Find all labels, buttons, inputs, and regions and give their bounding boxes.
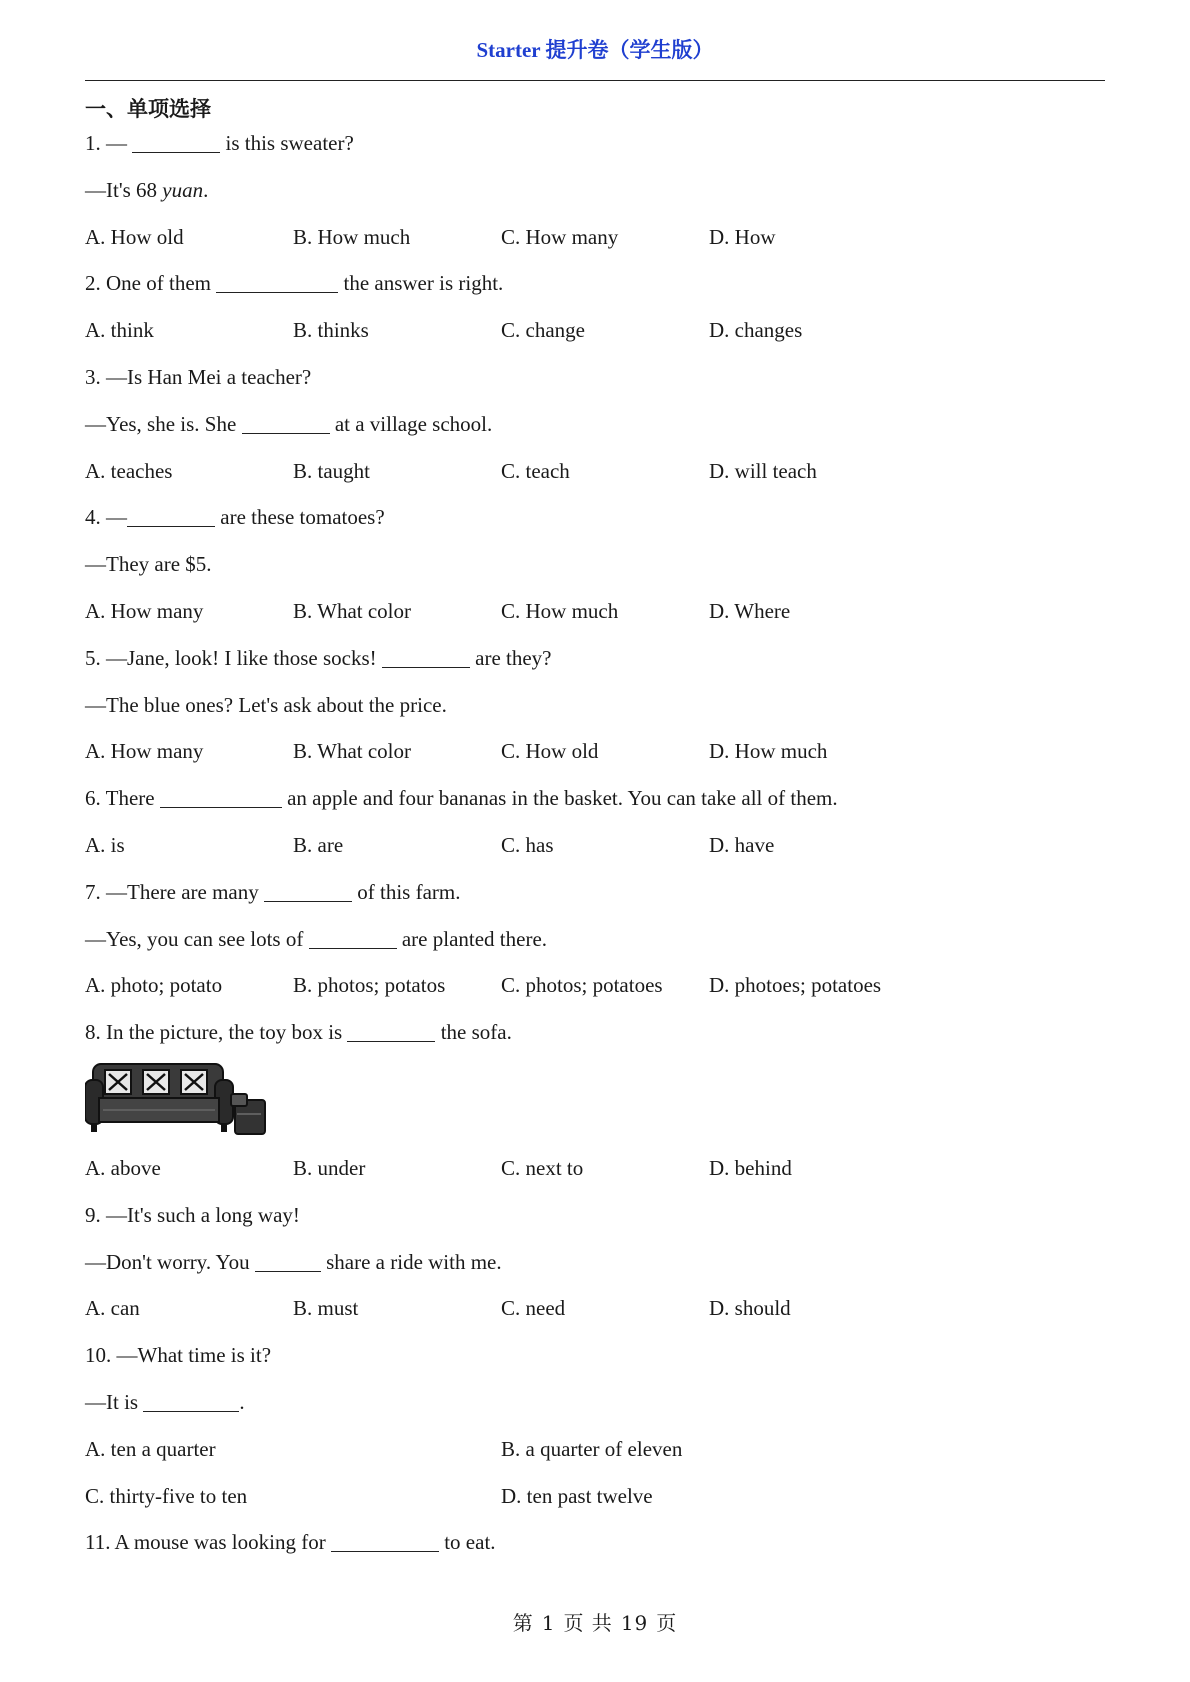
question-10-stem: 10. —What time is it? — [85, 1343, 272, 1368]
option-c[interactable]: C. teach — [501, 458, 570, 483]
option-b[interactable]: B. What color — [293, 598, 412, 623]
option-c[interactable]: C. change — [501, 318, 585, 343]
option-a[interactable]: A. How many — [85, 739, 204, 764]
question-10-reply: —It is . — [85, 1389, 245, 1414]
answer-blank[interactable] — [160, 787, 282, 808]
question-5-reply: —The blue ones? Let's ask about the price. — [85, 692, 447, 717]
option-a[interactable]: A. How many — [85, 598, 204, 623]
answer-blank[interactable] — [331, 1531, 439, 1552]
question-1-options — [85, 222, 1105, 253]
option-c[interactable]: C. has — [501, 832, 554, 857]
option-b[interactable]: B. thinks — [293, 318, 369, 343]
option-b[interactable]: B. must — [293, 1296, 359, 1321]
option-d[interactable]: D. Where — [709, 598, 791, 623]
option-b[interactable]: B. taught — [293, 458, 370, 483]
option-a[interactable]: A. teaches — [85, 458, 173, 483]
option-a[interactable]: A. is — [85, 832, 125, 857]
question-5-stem: 5. —Jane, look! I like those socks! are they? — [85, 645, 552, 670]
question-8-stem: 8. In the picture, the toy box is the sofa. — [85, 1020, 512, 1045]
question-4-reply: —They are $5. — [85, 552, 212, 577]
question-8-options — [85, 1153, 1105, 1184]
question-4-options — [85, 596, 1105, 627]
option-c[interactable]: C. How much — [501, 598, 619, 623]
answer-blank[interactable] — [132, 132, 220, 153]
question-4-stem: 4. — are these tomatoes? — [85, 505, 385, 530]
page-header-title: Starter 提升卷（学生版） — [476, 38, 714, 62]
option-c[interactable]: C. next to — [501, 1155, 584, 1180]
option-d[interactable]: D. will teach — [709, 458, 817, 483]
option-a[interactable]: A. above — [85, 1155, 161, 1180]
question-7-stem: 7. —There are many of this farm. — [85, 879, 461, 904]
answer-blank[interactable] — [255, 1251, 321, 1272]
answer-blank[interactable] — [382, 647, 470, 668]
option-a[interactable]: A. How old — [85, 224, 184, 249]
option-d[interactable]: D. changes — [709, 318, 803, 343]
option-d[interactable]: D. should — [709, 1296, 791, 1321]
option-d[interactable]: D. How — [709, 224, 776, 249]
question-1-reply: —It's 68 yuan. — [85, 177, 209, 202]
option-c[interactable]: C. thirty-five to ten — [85, 1483, 248, 1508]
option-b[interactable]: B. a quarter of eleven — [501, 1436, 683, 1461]
option-d[interactable]: D. behind — [709, 1155, 792, 1180]
question-10-options-row-2 — [85, 1481, 1105, 1512]
question-11-stem: 11. A mouse was looking for to eat. — [85, 1530, 496, 1555]
option-b[interactable]: B. What color — [293, 739, 412, 764]
question-10-options-row-1 — [85, 1434, 1105, 1465]
option-a[interactable]: A. think — [85, 318, 154, 343]
option-c[interactable]: C. photos; potatoes — [501, 973, 663, 998]
answer-blank[interactable] — [347, 1021, 435, 1042]
answer-blank[interactable] — [127, 506, 215, 527]
option-a[interactable]: A. can — [85, 1296, 140, 1321]
option-c[interactable]: C. How many — [501, 224, 619, 249]
answer-blank[interactable] — [143, 1391, 239, 1412]
current-page-number: 1 — [541, 1611, 556, 1635]
option-a[interactable]: A. photo; potato — [85, 973, 223, 998]
header-divider — [85, 80, 1105, 81]
answer-blank[interactable] — [216, 272, 338, 293]
question-2-options — [85, 315, 1105, 346]
question-9-reply: —Don't worry. You share a ride with me. — [85, 1249, 502, 1274]
question-3-reply: —Yes, she is. She at a village school. — [85, 411, 493, 436]
option-d[interactable]: D. have — [709, 832, 775, 857]
question-6-stem: 6. There an apple and four bananas in the basket. You can take all of them. — [85, 786, 838, 811]
question-7-options — [85, 970, 1105, 1001]
option-b[interactable]: B. How much — [293, 224, 411, 249]
question-5-options — [85, 736, 1105, 767]
question-3-stem: 3. —Is Han Mei a teacher? — [85, 364, 312, 389]
option-d[interactable]: D. photoes; potatoes — [709, 973, 882, 998]
question-3-options — [85, 456, 1105, 487]
option-d[interactable]: D. How much — [709, 739, 828, 764]
option-c[interactable]: C. How old — [501, 739, 599, 764]
document-body — [85, 90, 1105, 1574]
question-9-stem: 9. —It's such a long way! — [85, 1202, 300, 1227]
page-footer: 第 1 页 共 19 页 — [512, 1611, 678, 1635]
option-b[interactable]: B. photos; potatos — [293, 973, 446, 998]
question-2-stem: 2. One of them the answer is right. — [85, 271, 504, 296]
answer-blank[interactable] — [309, 928, 397, 949]
sofa-with-toy-box-illustration — [85, 1058, 269, 1140]
answer-blank[interactable] — [242, 413, 330, 434]
total-pages: 19 — [620, 1611, 649, 1635]
option-a[interactable]: A. ten a quarter — [85, 1436, 216, 1461]
option-b[interactable]: B. are — [293, 832, 344, 857]
option-b[interactable]: B. under — [293, 1155, 366, 1180]
question-6-options — [85, 830, 1105, 861]
section-title: 一、单项选择 — [85, 97, 211, 121]
answer-blank[interactable] — [264, 881, 352, 902]
question-7-reply: —Yes, you can see lots of are planted there. — [85, 926, 548, 951]
option-d[interactable]: D. ten past twelve — [501, 1483, 653, 1508]
option-c[interactable]: C. need — [501, 1296, 566, 1321]
question-1-stem: 1. — is this sweater? — [85, 131, 354, 155]
question-9-options — [85, 1293, 1105, 1324]
